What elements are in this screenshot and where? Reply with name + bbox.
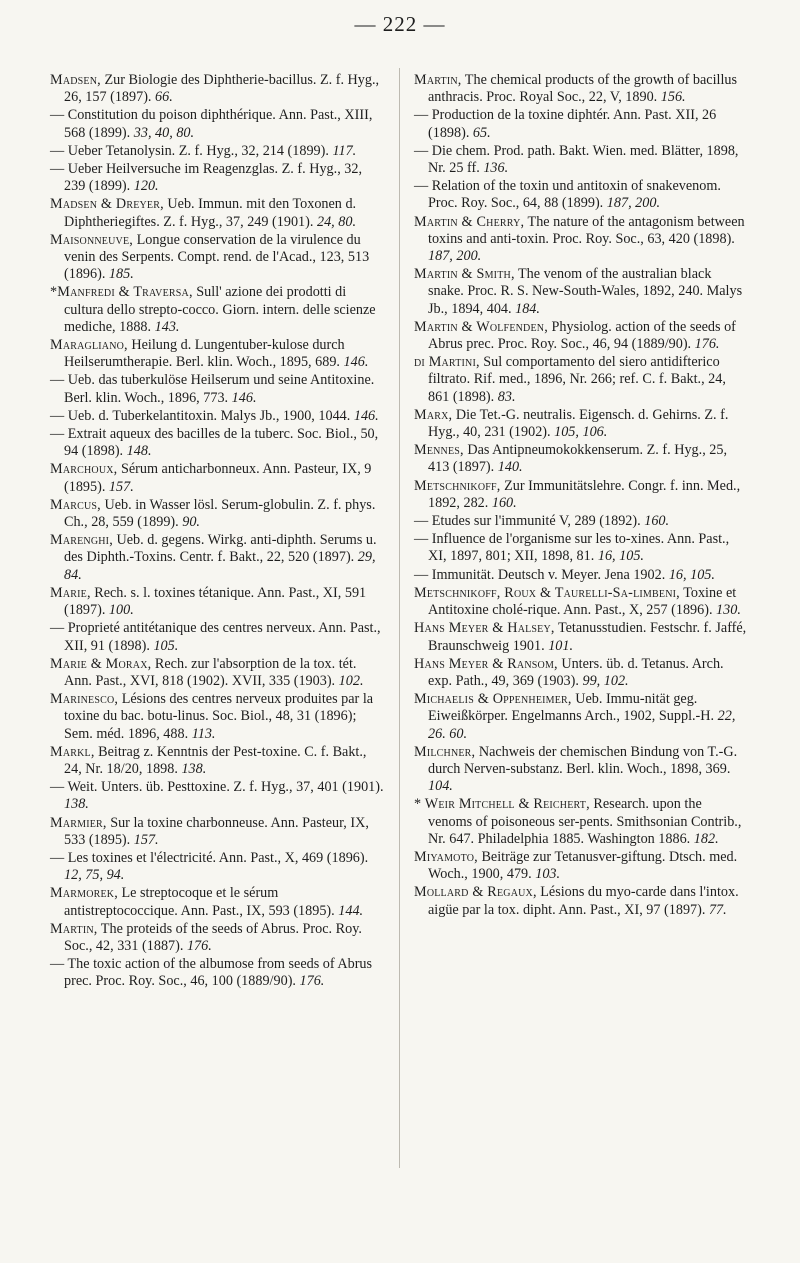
bibliography-entry: Hans Meyer & Halsey, Tetanusstudien. Festschr. f. Jaffé, Braunschweig 1901. 101. — [414, 620, 747, 654]
bibliography-entry: Mollard & Regaux, Lésions du myo-carde dans l'intox. aigüe par la tox. dipht. Ann. Past., XI, 97 (1897). 77. — [414, 884, 739, 918]
bibliography-entry: — Etudes sur l'immunité V, 289 (1892). 160. — [414, 513, 670, 530]
left-column — [50, 72, 385, 992]
bibliography-entry: Martin, The chemical products of the growth of bacillus anthracis. Proc. Royal Soc., 22, V, 1890. 156. — [414, 72, 738, 106]
bibliography-entry: — Production de la toxine diphtér. Ann. Past. XII, 26 (1898). 65. — [414, 107, 717, 141]
bibliography-entry: *Manfredi & Traversa, Sull' azione dei prodotti di cultura dello strepto-cocco. Giorn. intern. delle scienze mediche, 1888. 143. — [50, 284, 376, 335]
bibliography-entry: di Martini, Sul comportamento del siero antidifterico filtrato. Rif. med., 1896, Nr. 266; ref. C. f. Bakt., 24, 861 (1898). 83. — [414, 354, 726, 405]
bibliography-entry: Metschnikoff, Roux & Taurelli-Sa-limbeni, Toxine et Antitoxine cholé-rique. Ann. Past., X, 257 (1896). 130. — [414, 584, 741, 619]
bibliography-entry: — Proprieté antitétanique des centres nerveux. Ann. Past., XII, 91 (1898). 105. — [50, 620, 381, 654]
bibliography-entry: Marmier, Sur la toxine charbonneuse. Ann. Pasteur, IX, 533 (1895). 157. — [50, 814, 369, 848]
bibliography-entry: — The toxic action of the albumose from seeds of Abrus prec. Proc. Roy. Soc., 46, 100 (1889/90). 176. — [50, 956, 373, 990]
bibliography-entry: Marx, Die Tet.-G. neutralis. Eigensch. d. Gehirns. Z. f. Hyg., 40, 231 (1902). 105, 106. — [414, 406, 729, 441]
bibliography-entry: — Immunität. Deutsch v. Meyer. Jena 1902. 16, 105. — [414, 566, 715, 583]
bibliography-entry: Milchner, Nachweis der chemischen Bindung von T.-G. durch Nerven-substanz. Berl. klin. Woch., 1898, 369. 104. — [414, 743, 738, 795]
bibliography-entry: * Weir Mitchell & Reichert, Research. upon the venoms of poisoneous ser-pents. Smithsonian Contrib., Nr. 647. Philadelphia 1885. Washington 1886. 182. — [414, 796, 742, 847]
bibliography-entry: Markl, Beitrag z. Kenntnis der Pest-toxine. C. f. Bakt., 24, Nr. 18/20, 1898. 138. — [50, 743, 367, 777]
bibliography-entry: — Ueber Heilversuche im Reagenzglas. Z. f. Hyg., 32, 239 (1899). 120. — [50, 161, 363, 195]
bibliography-entry: — Les toxines et l'électricité. Ann. Past., X, 469 (1896). 12, 75, 94. — [50, 849, 369, 884]
right-column — [414, 72, 749, 920]
page-number: — 222 — — [354, 12, 446, 36]
bibliography-entry: Metschnikoff, Zur Immunitätslehre. Congr. f. inn. Med., 1892, 282. 160. — [414, 477, 741, 511]
bibliography-entry: — Die chem. Prod. path. Bakt. Wien. med. Blätter, 1898, Nr. 25 ff. 136. — [414, 142, 739, 177]
bibliography-entry: Martin & Smith, The venom of the australian black snake. Proc. R. S. New-South-Wales, 1892, 240. Malys Jb., 1894, 404. 184. — [414, 266, 743, 317]
bibliography-entry: Martin & Cherry, The nature of the antagonism between toxins and anti-toxin. Proc. Roy. Soc., 63, 420 (1898). 187, 200. — [414, 213, 745, 265]
bibliography-entry: Marie & Morax, Rech. zur l'absorption de la tox. tét. Ann. Past., XVI, 818 (1902). XVII, 335 (1903). 102. — [50, 655, 364, 689]
bibliography-entry: Martin & Wolfenden, Physiolog. action of the seeds of Abrus prec. Proc. Roy. Soc., 46, 94 (1889/90). 176. — [414, 318, 736, 353]
bibliography-entry: — Influence de l'organisme sur les to-xines. Ann. Past., XI, 1897, 801; XII, 1898, 81. 16, 105. — [414, 531, 730, 565]
bibliography-entry: Hans Meyer & Ransom, Unters. üb. d. Tetanus. Arch. exp. Path., 49, 369 (1903). 99, 102. — [414, 655, 724, 689]
bibliography-entry: Mennes, Das Antipneumokokkenserum. Z. f. Hyg., 25, 413 (1897). 140. — [414, 442, 728, 476]
bibliography-entry: — Extrait aqueux des bacilles de la tuberc. Soc. Biol., 50, 94 (1898). 148. — [50, 426, 379, 460]
bibliography-entry: Marie, Rech. s. l. toxines tétanique. Ann. Past., XI, 591 (1897). 100. — [50, 584, 367, 619]
bibliography-entry: Marchoux, Sérum anticharbonneux. Ann. Pasteur, IX, 9 (1895). 157. — [50, 461, 372, 495]
bibliography-entry: — Ueb. d. Tuberkelantitoxin. Malys Jb., 1900, 1044. 146. — [50, 407, 379, 424]
column-divider — [399, 68, 400, 1168]
bibliography-entry: Madsen & Dreyer, Ueb. Immun. mit den Toxonen d. Diphtheriegiftes. Z. f. Hyg., 37, 249 (1901). 24, 80. — [50, 196, 357, 230]
bibliography-entry: Martin, The proteids of the seeds of Abrus. Proc. Roy. Soc., 42, 331 (1887). 176. — [50, 920, 362, 954]
bibliography-entry: Maragliano, Heilung d. Lungentuber-kulose durch Heilserumtherapie. Berl. klin. Woch., 1895, 689. 146. — [50, 337, 369, 371]
bibliography-entry: — Ueb. das tuberkulöse Heilserum und seine Antitoxine. Berl. klin. Woch., 1896, 773. 146. — [50, 372, 375, 406]
bibliography-entry: Marcus, Ueb. in Wasser lösl. Serum-globulin. Z. f. phys. Ch., 28, 559 (1899). 90. — [50, 496, 376, 531]
bibliography-entry: Michaelis & Oppenheimer, Ueb. Immu-nität geg. Eiweißkörper. Engelmanns Arch., 1902, Suppl.-H. 22, 26. 60. — [414, 691, 736, 742]
bibliography-entry: Marinesco, Lésions des centres nerveux produites par la toxine du bac. botu-linus. Soc. Biol., 48, 31 (1896); Sem. méd. 1896, 488. 113. — [50, 691, 374, 742]
bibliography-entry: — Relation of the toxin und antitoxin of snakevenom. Proc. Roy. Soc., 64, 88 (1899). 187, 200. — [414, 178, 721, 212]
bibliography-entry: — Constitution du poison diphthérique. Ann. Past., XIII, 568 (1899). 33, 40, 80. — [50, 107, 373, 141]
bibliography-entry: Marmorek, Le streptocoque et le sérum antistreptococcique. Ann. Past., IX, 593 (1895). 144. — [50, 885, 364, 919]
bibliography-entry: Marenghi, Ueb. d. gegens. Wirkg. anti-diphth. Serums u. des Diphth.-Toxins. Centr. f. Bakt., 22, 520 (1897). 29, 84. — [50, 532, 377, 583]
bibliography-entry: Maisonneuve, Longue conservation de la virulence du venin des Serpents. Compt. rend. de l'Acad., 123, 513 (1896). 185. — [50, 231, 370, 283]
bibliography-entry: Madsen, Zur Biologie des Diphtherie-bacillus. Z. f. Hyg., 26, 157 (1897). 66. — [50, 72, 380, 106]
bibliography-entry: — Ueber Tetanolysin. Z. f. Hyg., 32, 214 (1899). 117. — [50, 142, 357, 159]
bibliography-entry: — Weit. Unters. üb. Pesttoxine. Z. f. Hyg., 37, 401 (1901). 138. — [50, 779, 384, 813]
bibliography-entry: Miyamoto, Beiträge zur Tetanusver-giftung. Dtsch. med. Woch., 1900, 479. 103. — [414, 848, 738, 883]
